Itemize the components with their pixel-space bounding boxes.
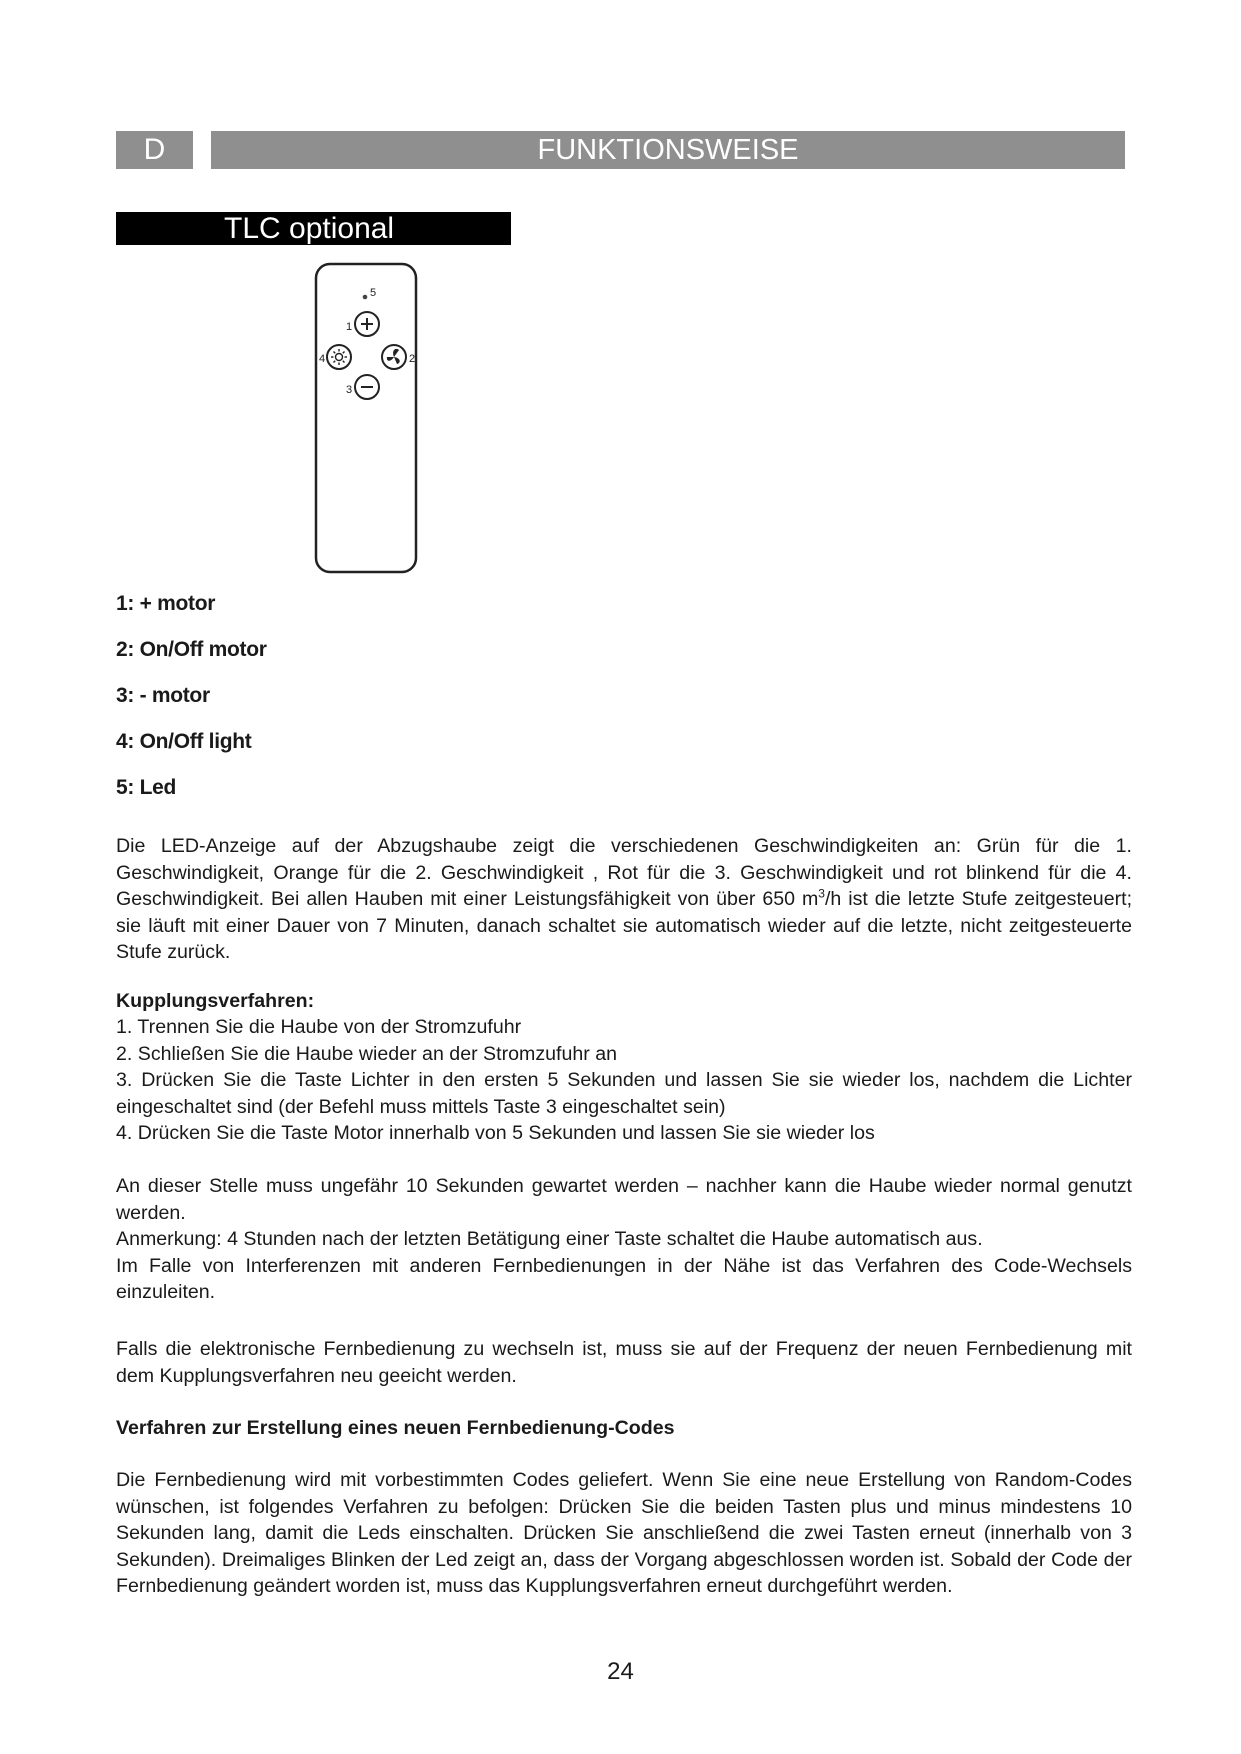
notes [116,1173,1132,1306]
legend-item: 2: On/Off motor [116,638,267,661]
new-code-heading: Verfahren zur Erstellung eines neuen Fernbedienung-Codes [116,1417,675,1439]
page-number: 24 [607,1658,634,1685]
note-interference: Im Falle von Interferenzen mit anderen Fernbedienungen in der Nähe ist das Verfahren des Code-Wechsels einzuleiten. [116,1254,1132,1303]
coupling-steps [116,1014,1132,1147]
remote-control-illustration [312,262,426,576]
note-auto-off: Anmerkung: 4 Stunden nach der letzten Betätigung einer Taste schaltet die Haube automatisch aus. [116,1228,983,1250]
note-wait: An dieser Stelle muss ungefähr 10 Sekunden gewartet werden – nachher kann die Haube wieder normal genutzt werden. [116,1175,1132,1224]
label-4: 4 [319,353,326,365]
list-item: 1. Trennen Sie die Haube von der Stromzufuhr [116,1016,522,1038]
led-indicator [363,295,368,300]
coupling-heading: Kupplungsverfahren: [116,990,315,1012]
led-paragraph: Die LED-Anzeige auf der Abzugshaube zeigt die verschiedenen Geschwindigkeiten an: Grün für die 1. Geschwindigkeit, Orange für die 2. Geschwindigkeit , Rot für die 3. Geschwindigkeit und rot blinkend für die 4. Geschwindigkeit. Bei allen Hauben mit einer Leistungsfähigkeit von über 650 $m^3/h$ ist die letzte Stufe zeitgesteuert; sie läuft mit einer Dauer von 7 Minuten, danach schaltet sie automatisch wieder auf die letzte, nicht zeitgesteuerte Stufe zurück. [116,835,1133,963]
list-item: 4. Drücken Sie die Taste Motor innerhalb von 5 Sekunden und lassen Sie sie wieder los [116,1122,875,1144]
remote-body [316,264,416,572]
legend-item: 1: + motor [116,592,216,615]
legend-item: 4: On/Off light [116,730,252,753]
new-code-paragraph: Die Fernbedienung wird mit vorbestimmten Codes geliefert. Wenn Sie eine neue Erstellung von Random-Codes wünschen, ist folgendes Verfahren zu befolgen: Drücken Sie die beiden Tasten plus und minus mindestens 10 Sekunden lang, damit die Leds einschalten. Drücken Sie anschließend die zwei Tasten erneut (innerhalb von 3 Sekunden). Dreimaliges Blinken der Led zeigt an, dass der Vorgang abgeschlossen worden ist. Sobald der Code der Fernbedienung geändert worden ist, muss das Kupplungsverfahren erneut durchgeführt werden. [116,1469,1132,1597]
label-3: 3 [346,384,353,396]
list-item: 3. Drücken Sie die Taste Lichter in den ersten 5 Sekunden und lassen Sie sie wieder los, nachdem die Lichter eingeschaltet sind (der Befehl muss mittels Taste 3 eingeschaltet sein) [116,1069,1132,1118]
legend-item: 5: Led [116,776,177,799]
subsection-title: TLC optional [116,212,511,245]
label-1: 1 [346,321,353,333]
button-legend [116,592,267,822]
label-5: 5 [370,287,377,299]
legend-item: 3: - motor [116,684,210,707]
replacement-paragraph: Falls die elektronische Fernbedienung zu wechseln ist, muss sie auf der Frequenz der neuen Fernbedienung mit dem Kupplungsverfahren neu geeicht werden. [116,1338,1132,1387]
section-title: FUNKTIONSWEISE [211,131,1125,169]
list-item: 2. Schließen Sie die Haube wieder an der Stromzufuhr an [116,1042,618,1065]
label-2: 2 [409,353,416,365]
language-code-box: D [116,131,193,169]
